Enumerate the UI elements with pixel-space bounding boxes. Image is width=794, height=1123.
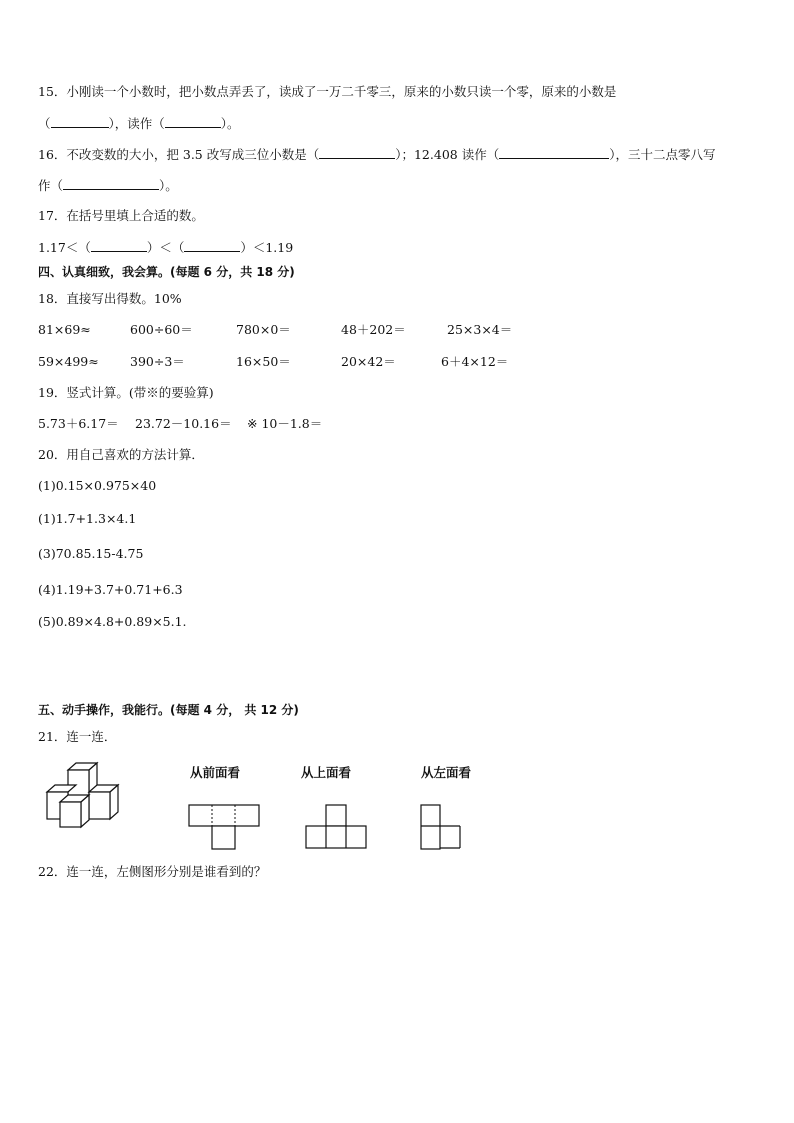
q18-r1-c2: 600÷60＝ [130, 322, 193, 337]
q16-line-1 [38, 146, 715, 163]
section-4-heading: 四、认真细致，我会算。(每题 6 分，共 18 分) [38, 265, 295, 279]
q16-answer-blank-1[interactable] [319, 146, 395, 159]
q17-inequality [38, 239, 293, 256]
q18-title: 18．直接写出得数。10% [38, 291, 182, 306]
q17-answer-blank-1[interactable] [91, 239, 147, 252]
q18-r1-c1: 81×69≈ [38, 322, 91, 337]
q15-answer-blank-1[interactable] [51, 115, 109, 128]
q15-line-1 [38, 84, 616, 100]
q16-text-3: ），三十二点零八写 [609, 147, 716, 162]
q18-r1-c4: 48＋202＝ [341, 322, 406, 337]
q16-text-1: 16．不改变数的大小，把 3.5 改写成三位小数是（ [38, 147, 320, 162]
q15-paren-close: ）。 [220, 116, 240, 131]
q18-r1-c3: 780×0＝ [236, 322, 291, 337]
q18-r1-c5: 25×3×4＝ [447, 322, 513, 337]
q18-r2-c5: 6＋4×12＝ [441, 354, 509, 369]
q18-r2-c1: 59×499≈ [38, 354, 99, 369]
q19-item-2: 23.72－10.16＝ [135, 416, 232, 431]
view-label-front: 从前面看 [190, 765, 241, 780]
q20-item-2: (1)1.7+1.3×4.1 [38, 511, 137, 526]
q16-text-4: 作（ [38, 178, 64, 193]
q15-line-2 [38, 115, 240, 132]
q21-title: 21．连一连． [38, 729, 117, 744]
top-view-figure[interactable] [305, 804, 367, 850]
q17-text-2: ）＜（ [146, 240, 185, 255]
q22-title: 22．连一连，左侧图形分别是谁看到的？ [38, 864, 267, 879]
q18-r2-c4: 20×42＝ [341, 354, 396, 369]
q18-r2-c2: 390÷3＝ [130, 354, 185, 369]
view-label-top: 从上面看 [301, 765, 352, 780]
q15-read-label: ），读作（ [108, 116, 165, 131]
q17-title: 17．在括号里填上合适的数。 [38, 208, 204, 223]
q16-text-5: ）。 [159, 178, 178, 193]
q15-answer-blank-2[interactable] [165, 115, 221, 128]
q17-answer-blank-2[interactable] [184, 239, 240, 252]
q19-title: 19．竖式计算。(带※的要验算) [38, 385, 214, 400]
q17-text-3: ）＜1.19 [240, 240, 294, 255]
q17-text-1: 1.17＜（ [38, 240, 91, 255]
section-5-heading: 五、动手操作，我能行。(每题 4 分， 共 12 分) [38, 703, 299, 717]
q20-item-5: (5)0.89×4.8+0.89×5.1. [38, 614, 187, 629]
q16-text-2: ）；12.408 读作（ [395, 147, 500, 162]
q18-r2-c3: 16×50＝ [236, 354, 291, 369]
q20-item-1: (1)0.15×0.975×40 [38, 478, 157, 493]
cube-stack-figure [38, 760, 138, 832]
q19-item-3: ※ 10－1.8＝ [247, 416, 323, 431]
q15-text: 15．小刚读一个小数时，把小数点弄丢了，读成了一万二千零三，原来的小数只读一个零，原来的小数是 [38, 84, 617, 99]
q15-paren-open: （ [38, 116, 51, 131]
q20-title: 20．用自己喜欢的方法计算． [38, 447, 204, 462]
q16-answer-blank-2[interactable] [499, 146, 609, 159]
view-label-left: 从左面看 [421, 765, 472, 780]
front-view-figure[interactable] [188, 804, 260, 850]
q16-line-2 [38, 177, 178, 194]
q16-answer-blank-3[interactable] [63, 177, 159, 190]
q19-item-1: 5.73＋6.17＝ [38, 416, 119, 431]
left-view-figure[interactable] [420, 804, 464, 850]
q20-item-4: (4)1.19+3.7+0.71+6.3 [38, 582, 183, 597]
q20-item-3: (3)70.85.15-4.75 [38, 546, 144, 561]
